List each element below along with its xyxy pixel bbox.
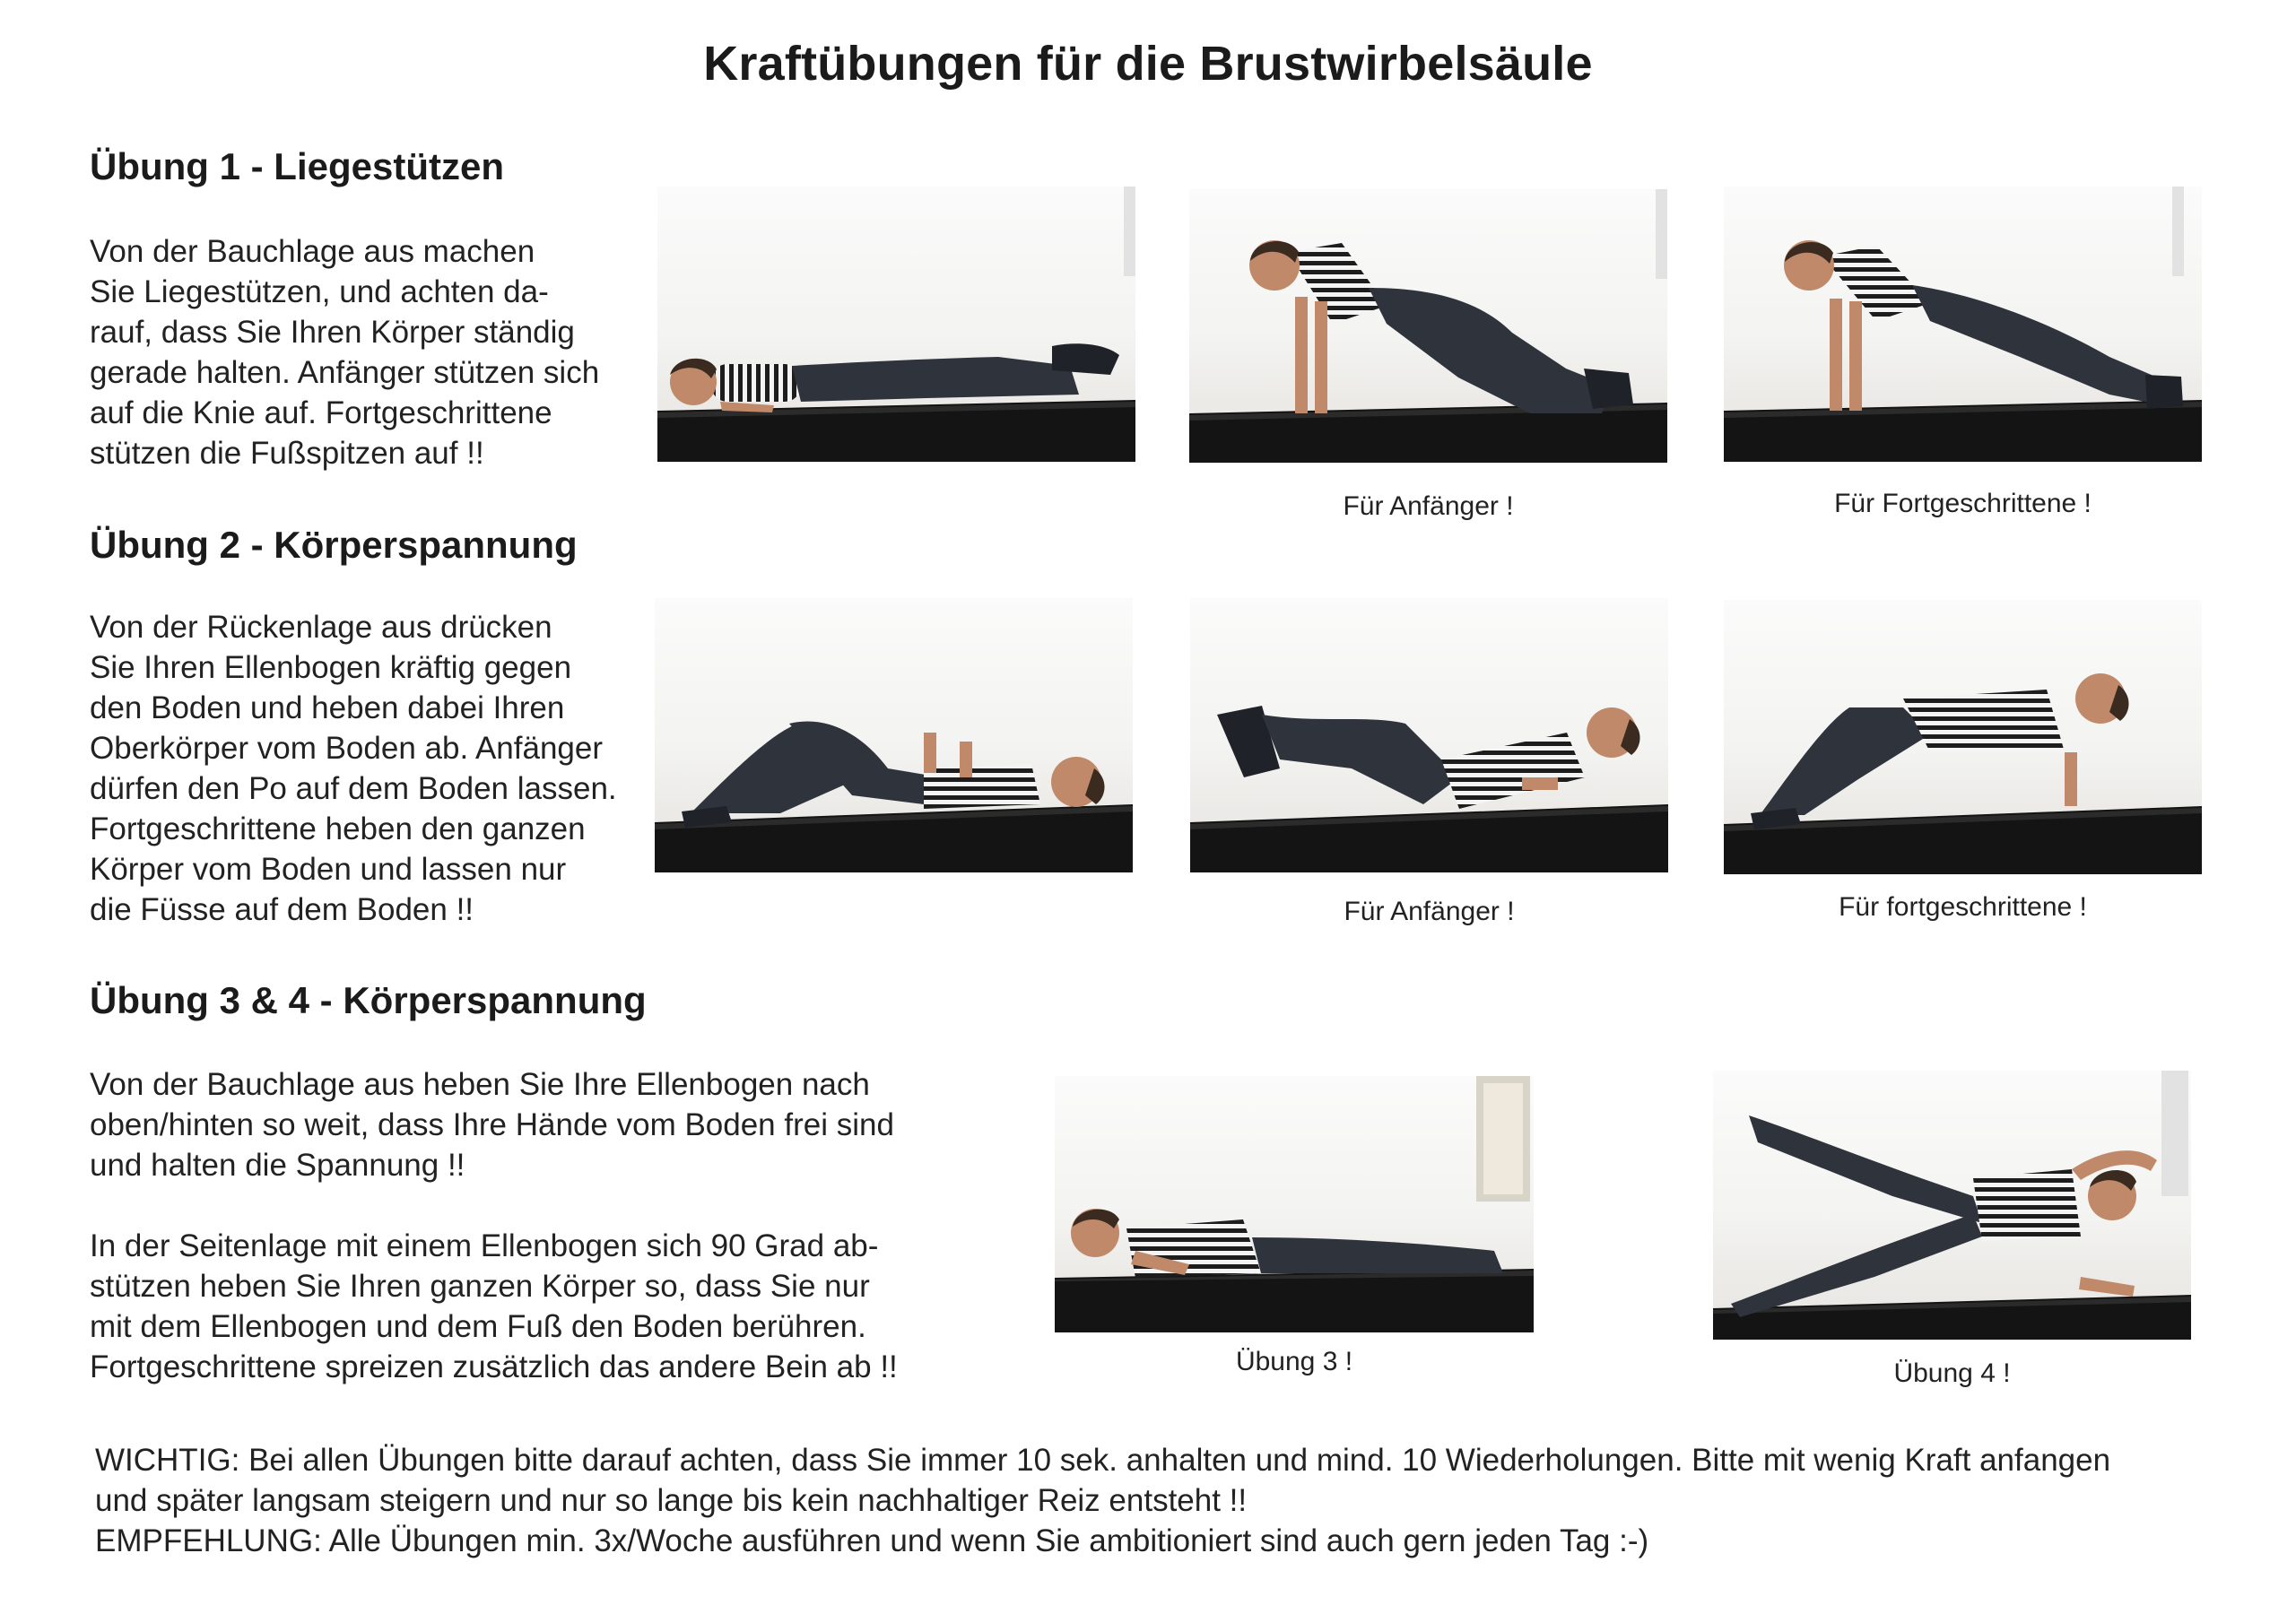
photo-pushup-lying: [657, 187, 1135, 462]
paragraph-spacer: [90, 1185, 898, 1226]
text-line: mit dem Ellenbogen und dem Fuß den Boden berühren.: [90, 1309, 866, 1344]
text-line: Körper vom Boden und lassen nur: [90, 852, 567, 887]
text-line: Von der Rückenlage aus drücken: [90, 610, 552, 645]
text-line: Fortgeschrittene spreizen zusätzlich das andere Bein ab !!: [90, 1349, 898, 1384]
photo-supine-start: [655, 598, 1133, 872]
exercise-4-caption: Übung 4 !: [1893, 1358, 2011, 1388]
photo-supine-advanced: [1724, 600, 2202, 874]
text-line: gerade halten. Anfänger stützen sich: [90, 355, 600, 390]
photo-pushup-knees: [1189, 189, 1667, 463]
photo-side-plank: [1713, 1071, 2191, 1340]
text-line: oben/hinten so weit, dass Ihre Hände vom Boden frei sind: [90, 1107, 894, 1142]
photo-pushup-toes: [1724, 187, 2202, 462]
page-title: Kraftübungen für die Brustwirbelsäule: [703, 37, 1593, 91]
text-line: den Boden und heben dabei Ihren: [90, 690, 565, 725]
note-line: WICHTIG: Bei allen Übungen bitte darauf achten, dass Sie immer 10 sek. anhalten und mind. 10 Wiederholungen. Bitte mit wenig Kraft anfangen: [95, 1443, 2111, 1478]
exercise-1-caption-advanced: Für Fortgeschrittene !: [1834, 489, 2092, 518]
exercise-1-heading: Übung 1 - Liegestützen: [90, 145, 504, 187]
exercise-2-heading: Übung 2 - Körperspannung: [90, 524, 578, 566]
exercise-3-4-heading: Übung 3 & 4 - Körperspannung: [90, 979, 647, 1021]
note-line: EMPFEHLUNG: Alle Übungen min. 3x/Woche ausführen und wenn Sie ambitioniert sind auch gern jeden Tag :-): [95, 1523, 1649, 1558]
photo-prone-elbows: [1055, 1076, 1534, 1332]
text-line: stützen die Fußspitzen auf !!: [90, 436, 484, 471]
text-line: rauf, dass Sie Ihren Körper ständig: [90, 315, 575, 350]
text-line: Von der Bauchlage aus machen: [90, 234, 535, 269]
text-line: Sie Liegestützen, und achten da-: [90, 274, 549, 309]
text-line: und halten die Spannung !!: [90, 1148, 465, 1183]
photo-supine-beginner: [1190, 598, 1668, 872]
exercise-2-caption-beginner: Für Anfänger !: [1344, 897, 1515, 926]
exercise-2-text: [90, 607, 617, 930]
text-line: In der Seitenlage mit einem Ellenbogen sich 90 Grad ab-: [90, 1228, 879, 1263]
note-line: und später langsam steigern und nur so lange bis kein nachhaltiger Reiz entsteht !!: [95, 1483, 1248, 1518]
exercise-1-caption-beginner: Für Anfänger !: [1343, 491, 1514, 521]
text-line: Oberkörper vom Boden ab. Anfänger: [90, 731, 604, 766]
text-line: Sie Ihren Ellenbogen kräftig gegen: [90, 650, 572, 685]
exercise-3-4-text: [90, 1064, 898, 1387]
text-line: dürfen den Po auf dem Boden lassen.: [90, 771, 617, 806]
exercise-2-caption-advanced: Für fortgeschrittene !: [1839, 892, 2087, 922]
important-note: [95, 1440, 2283, 1561]
exercise-1-text: [90, 231, 599, 473]
text-line: Fortgeschrittene heben den ganzen: [90, 811, 586, 846]
text-line: stützen heben Sie Ihren ganzen Körper so, dass Sie nur: [90, 1269, 870, 1304]
text-line: auf die Knie auf. Fortgeschrittene: [90, 395, 552, 430]
exercise-3-caption: Übung 3 !: [1235, 1347, 1353, 1376]
text-line: die Füsse auf dem Boden !!: [90, 892, 474, 927]
text-line: Von der Bauchlage aus heben Sie Ihre Ellenbogen nach: [90, 1067, 870, 1102]
